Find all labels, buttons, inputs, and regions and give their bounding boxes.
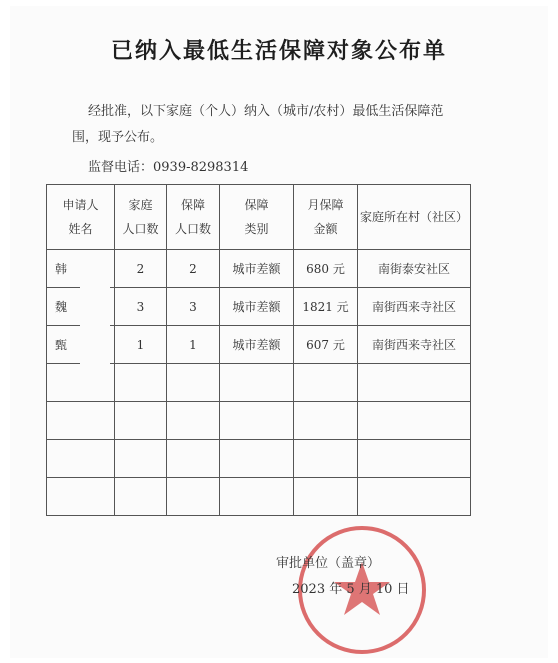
header-community: 家庭所在村（社区） — [358, 185, 471, 250]
table-row — [47, 250, 471, 288]
cell-household-size: 2 — [115, 250, 167, 288]
cell-coverage-type: 城市差额 — [220, 288, 294, 326]
cell-community: 南街泰安社区 — [358, 250, 471, 288]
cell-coverage-type: 城市差额 — [220, 326, 294, 364]
cell-monthly-amount: 680 元 — [294, 250, 358, 288]
cell-name: 魏 — [47, 288, 115, 326]
cell-covered-persons: 3 — [167, 288, 220, 326]
redaction-block — [80, 254, 110, 372]
cell-household-size: 1 — [115, 326, 167, 364]
header-covered-persons: 保障 人口数 — [167, 185, 220, 250]
cell-monthly-amount: 607 元 — [294, 326, 358, 364]
cell-household-size: 3 — [115, 288, 167, 326]
page-title: 已纳入最低生活保障对象公布单 — [110, 39, 447, 64]
empty-row — [47, 478, 471, 516]
empty-row — [47, 364, 471, 402]
cell-coverage-type: 城市差额 — [220, 250, 294, 288]
cell-community: 南街西来寺社区 — [358, 326, 471, 364]
header-household-size: 家庭 人口数 — [115, 185, 167, 250]
cell-covered-persons: 2 — [167, 250, 220, 288]
cell-name: 甄 — [47, 326, 115, 364]
supervision-phone: 监督电话：0939-8298314 — [88, 160, 249, 175]
table-header-row — [47, 185, 471, 250]
intro-line-2: 围，现予公布。 — [72, 130, 164, 145]
approver-label: 审批单位（盖章） — [276, 556, 381, 571]
header-applicant-name: 申请人 姓名 — [47, 185, 115, 250]
empty-row — [47, 402, 471, 440]
cell-monthly-amount: 1821 元 — [294, 288, 358, 326]
intro-line-1: 经批准，以下家庭（个人）纳入（城市/农村）最低生活保障范 — [88, 104, 444, 119]
approval-date: 2023 年 5 月 10 日 — [292, 582, 410, 597]
table-row — [47, 288, 471, 326]
empty-row — [47, 440, 471, 478]
cell-covered-persons: 1 — [167, 326, 220, 364]
header-monthly-amount: 月保障 金额 — [294, 185, 358, 250]
cell-name: 韩 — [47, 250, 115, 288]
table-row — [47, 326, 471, 364]
cell-community: 南街西来寺社区 — [358, 288, 471, 326]
header-coverage-type: 保障 类别 — [220, 185, 294, 250]
